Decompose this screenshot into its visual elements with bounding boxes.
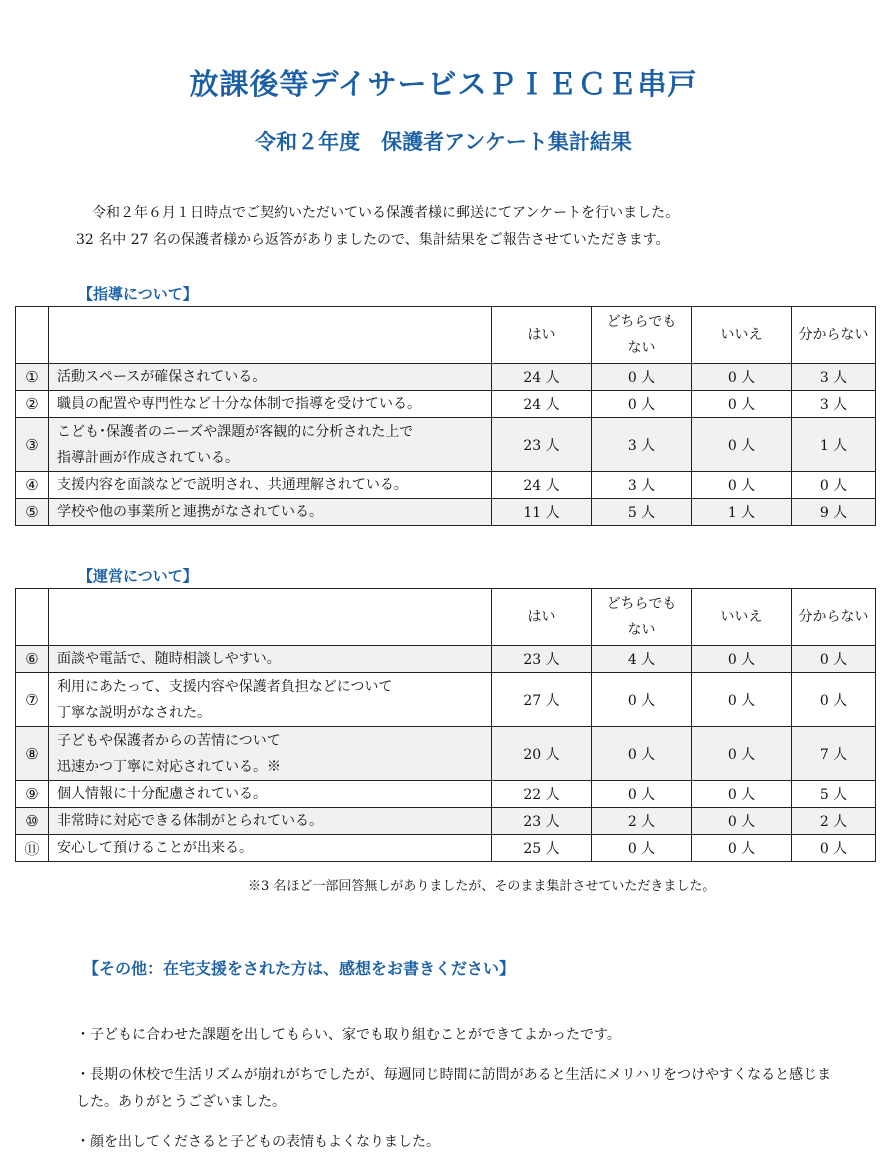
row-number: ⑤ bbox=[16, 499, 49, 526]
intro-line-1: 令和２年６月１日時点でご契約いただいている保護者様に郵送にてアンケートを行いました。 bbox=[92, 205, 680, 221]
value-no: 1 人 bbox=[692, 499, 792, 526]
value-no: 0 人 bbox=[692, 835, 792, 862]
row-number: ② bbox=[16, 391, 49, 418]
value-unknown: 0 人 bbox=[792, 835, 876, 862]
value-yes: 25 人 bbox=[492, 835, 592, 862]
value-yes: 24 人 bbox=[492, 391, 592, 418]
header-unknown: 分からない bbox=[792, 589, 876, 646]
value-neither: 3 人 bbox=[592, 418, 692, 472]
value-unknown: 0 人 bbox=[792, 673, 876, 727]
operation-table bbox=[15, 588, 876, 862]
question-line: 指導計画が作成されている。 bbox=[57, 449, 239, 466]
value-no: 0 人 bbox=[692, 727, 792, 781]
comment-item: ・顔を出してくださると子どもの表情もよくなりました。 bbox=[76, 1134, 440, 1150]
row-number: ① bbox=[16, 364, 49, 391]
question-text bbox=[49, 418, 492, 472]
question-line: 学校や他の事業所と連携がなされている。 bbox=[57, 504, 323, 520]
header-blank bbox=[16, 307, 49, 364]
question-line: 個人情報に十分配慮されている。 bbox=[57, 786, 267, 802]
intro-text bbox=[76, 200, 679, 254]
document-subtitle: 令和２年度 保護者アンケート集計結果 bbox=[255, 130, 632, 154]
question-text bbox=[49, 781, 492, 808]
value-no: 0 人 bbox=[692, 808, 792, 835]
value-no: 0 人 bbox=[692, 781, 792, 808]
value-yes: 22 人 bbox=[492, 781, 592, 808]
question-line: 丁寧な説明がなされた。 bbox=[57, 704, 211, 721]
table-header-row bbox=[16, 589, 876, 646]
question-text bbox=[49, 472, 492, 499]
table-row bbox=[16, 499, 876, 526]
value-yes: 23 人 bbox=[492, 646, 592, 673]
header-no: いいえ bbox=[692, 307, 792, 364]
question-line: 職員の配置や専門性など十分な体制で指導を受けている。 bbox=[57, 396, 421, 412]
header-unknown: 分からない bbox=[792, 307, 876, 364]
value-no: 0 人 bbox=[692, 391, 792, 418]
value-neither: 0 人 bbox=[592, 391, 692, 418]
value-neither: 0 人 bbox=[592, 781, 692, 808]
comment-item: ・子どもに合わせた課題を出してもらい、家でも取り組むことができてよかったです。 bbox=[76, 1027, 621, 1043]
question-line: 迅速かつ丁寧に対応されている。※ bbox=[57, 758, 281, 775]
row-number: ④ bbox=[16, 472, 49, 499]
table-row bbox=[16, 673, 876, 727]
value-yes: 20 人 bbox=[492, 727, 592, 781]
row-number: ⑩ bbox=[16, 808, 49, 835]
question-text bbox=[49, 391, 492, 418]
value-neither: 4 人 bbox=[592, 646, 692, 673]
table-row bbox=[16, 646, 876, 673]
question-text bbox=[49, 808, 492, 835]
question-text bbox=[49, 673, 492, 727]
value-neither: 2 人 bbox=[592, 808, 692, 835]
table-row bbox=[16, 364, 876, 391]
table-row bbox=[16, 472, 876, 499]
header-yes: はい bbox=[492, 307, 592, 364]
header-neither: どちらでも ない bbox=[592, 307, 692, 364]
section-heading-guidance: 【指導について】 bbox=[78, 285, 198, 303]
table-row bbox=[16, 781, 876, 808]
question-line: 安心して預けることが出来る。 bbox=[57, 840, 253, 856]
value-yes: 23 人 bbox=[492, 808, 592, 835]
footnote: ※3 名ほど一部回答無しがありましたが、そのまま集計させていただきました。 bbox=[248, 879, 716, 894]
intro-line-2: 32 名中 27 名の保護者様から返答がありましたので、集計結果をご報告させていただきます。 bbox=[76, 232, 670, 248]
section-heading-other: 【その他：在宅支援をされた方は、感想をお書きください】 bbox=[83, 959, 516, 978]
comment-item: ・長期の休校で生活リズムが崩れがちでしたが、毎週同じ時間に訪問があると生活にメリハリをつけやすくなると感じました。ありがとうございました。 bbox=[76, 1067, 832, 1110]
value-unknown: 1 人 bbox=[792, 418, 876, 472]
question-text bbox=[49, 499, 492, 526]
question-line: 非常時に対応できる体制がとられている。 bbox=[57, 813, 323, 829]
table-row bbox=[16, 391, 876, 418]
question-text bbox=[49, 727, 492, 781]
value-yes: 11 人 bbox=[492, 499, 592, 526]
header-no: いいえ bbox=[692, 589, 792, 646]
question-text bbox=[49, 646, 492, 673]
value-neither: 0 人 bbox=[592, 673, 692, 727]
value-neither: 3 人 bbox=[592, 472, 692, 499]
header-blank bbox=[16, 589, 49, 646]
table-row bbox=[16, 418, 876, 472]
value-unknown: 7 人 bbox=[792, 727, 876, 781]
value-yes: 24 人 bbox=[492, 472, 592, 499]
value-neither: 5 人 bbox=[592, 499, 692, 526]
row-number: ⑦ bbox=[16, 673, 49, 727]
question-line: 利用にあたって、支援内容や保護者負担などについて bbox=[57, 678, 393, 695]
question-line: 支援内容を面談などで説明され、共通理解されている。 bbox=[57, 477, 408, 493]
table-row bbox=[16, 808, 876, 835]
value-neither: 0 人 bbox=[592, 835, 692, 862]
question-text bbox=[49, 364, 492, 391]
value-unknown: 9 人 bbox=[792, 499, 876, 526]
value-no: 0 人 bbox=[692, 364, 792, 391]
header-question bbox=[49, 307, 492, 364]
question-line: 活動スペースが確保されている。 bbox=[57, 369, 267, 385]
question-line: 面談や電話で、随時相談しやすい。 bbox=[57, 651, 281, 667]
value-unknown: 5 人 bbox=[792, 781, 876, 808]
question-line: こども･保護者のニーズや課題が客観的に分析された上で bbox=[57, 423, 414, 440]
guidance-table bbox=[15, 306, 876, 526]
value-unknown: 0 人 bbox=[792, 646, 876, 673]
row-number: ⑧ bbox=[16, 727, 49, 781]
row-number: ③ bbox=[16, 418, 49, 472]
question-text bbox=[49, 835, 492, 862]
value-yes: 23 人 bbox=[492, 418, 592, 472]
row-number: ⑨ bbox=[16, 781, 49, 808]
question-line: 子どもや保護者からの苦情について bbox=[57, 732, 281, 749]
table-header-row bbox=[16, 307, 876, 364]
value-unknown: 3 人 bbox=[792, 364, 876, 391]
value-neither: 0 人 bbox=[592, 364, 692, 391]
document-title: 放課後等デイサービスＰＩＥＣＥ串戸 bbox=[189, 67, 698, 101]
value-unknown: 3 人 bbox=[792, 391, 876, 418]
value-unknown: 0 人 bbox=[792, 472, 876, 499]
value-no: 0 人 bbox=[692, 472, 792, 499]
value-neither: 0 人 bbox=[592, 727, 692, 781]
value-no: 0 人 bbox=[692, 646, 792, 673]
value-no: 0 人 bbox=[692, 673, 792, 727]
table-row bbox=[16, 727, 876, 781]
value-unknown: 2 人 bbox=[792, 808, 876, 835]
row-number: ⑪ bbox=[16, 835, 49, 862]
value-yes: 24 人 bbox=[492, 364, 592, 391]
header-neither: どちらでも ない bbox=[592, 589, 692, 646]
row-number: ⑥ bbox=[16, 646, 49, 673]
value-yes: 27 人 bbox=[492, 673, 592, 727]
section-heading-operation: 【運営について】 bbox=[78, 567, 198, 585]
comments-list bbox=[76, 1022, 836, 1169]
table-row bbox=[16, 835, 876, 862]
header-yes: はい bbox=[492, 589, 592, 646]
header-question bbox=[49, 589, 492, 646]
value-no: 0 人 bbox=[692, 418, 792, 472]
